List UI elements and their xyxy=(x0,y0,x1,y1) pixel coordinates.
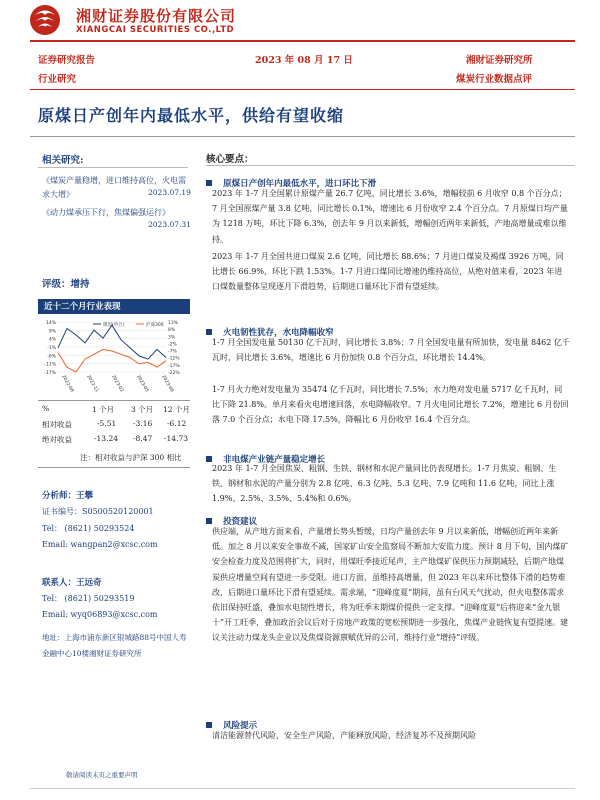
section-2-para-1: 1-7 月全国发电量 50130 亿千瓦时，同比增长 3.8%；7 月全国发电量有所加快，发电量 8462 亿千瓦时，同比增长 3.6%，增速比 6 月份加快 0.8 个百分点，环比增长 14.4%。 xyxy=(212,338,570,363)
company-logo-icon xyxy=(28,3,62,37)
table-top-rule xyxy=(38,400,190,401)
contact-email[interactable]: Email: wyq06893@xcsc.com xyxy=(42,610,158,619)
table-cell: -13.24 xyxy=(94,434,119,443)
section-5-title: 风险提示 xyxy=(223,721,258,731)
table-header-3m: 3 个月 xyxy=(131,405,154,414)
table-header-12m: 12 个月 xyxy=(163,405,190,414)
chart-x-tick-label: 2022-11 xyxy=(85,374,100,394)
chart-y-tick-label: 9% xyxy=(48,329,56,335)
analyst-name: 分析师：王攀 xyxy=(42,491,94,501)
section-1-para-2: 2023 年 1-7 月全国共进口煤炭 2.6 亿吨，同比增长 88.6%；7 月进口煤炭及褐煤 3926 万吨，同比增长 66.9%，环比下跌 1.53%。1-7 月进口煤同比增速仍维持高位，从绝对值来看，2023 年进口煤数量整体呈现逐月下滑趋势，后期进口量环比下滑有望延续。 xyxy=(212,252,564,292)
related-research-heading: 相关研究: xyxy=(42,155,84,166)
chart-y-tick-label-right: -17% xyxy=(168,363,180,369)
section-4-para-1: 供应端，从产地方面来看，产量增长势头暂缓，日均产量创去年 9 月以来新低，增幅创近两年来新低。加之 8 月以来安全事故不减，国家矿山安全监察局不断加大安监力度。预计 8 月下旬，国内煤矿安全检查力度及范围将扩大，同时，用煤旺季接近尾声，主产地煤矿保供压力预期减轻，后期产地煤炭供应增量空间有望进一步受限。进口方面，虽维持高增量，但 2023 年以来环比整体下滑的趋势难改，后期进口量环比下滑有望延续。需求端，“迎峰度夏”期间，虽有台风天气扰动，但火电整体需求依旧保持旺盛，叠加水电韧性增长，将为旺季末期煤价提供一定支撑。“迎峰度夏”后将迎来“金九银十”开工旺季，叠加政治会议后对于房地产政策的宽松预期进一步强化，焦煤产业链恢复有望提速。建议关注动力煤龙头企业以及焦煤资源禀赋优异的公司，维持行业“增持”评级。 xyxy=(212,527,569,643)
title-divider xyxy=(30,136,575,137)
research-institute: 湘财证券研究所 xyxy=(466,55,533,66)
chart-x-axis-labels xyxy=(60,374,175,393)
chart-gridlines xyxy=(58,322,166,372)
section-2-title: 火电韧性犹存，水电降幅收窄 xyxy=(223,328,334,338)
analyst-cert: 证书编号：S0500520120001 xyxy=(42,507,154,516)
chart-y-tick-label: 14% xyxy=(45,321,56,326)
company-name-cn: 湘财证券股份有限公司 xyxy=(76,7,237,25)
table-cell: -6.12 xyxy=(167,419,187,428)
report-kind: 煤炭行业数据点评 xyxy=(456,74,533,85)
table-cell: -8.47 xyxy=(133,434,153,443)
table-bottom-rule xyxy=(38,467,190,468)
section-3-para-1: 2023 年 1-7 月全国焦炭、粗钢、生铁、钢材和水泥产量同比仍表现增长。1-7 月焦炭、粗钢、生铁、钢材和水泥的产量分别为 2.8 亿吨、6.3 亿吨、5.3 亿吨、7.9 亿吨和 11.6 亿吨，同比上涨 1.9%、2.5%、3.5%、5.4%和 0.6%。 xyxy=(212,464,557,504)
address: 地址：上海市浦东新区银城路88号中国人寿金融中心10楼湘财证券研究所 xyxy=(42,633,187,658)
section-3-title: 非电煤产业链产量稳定增长 xyxy=(223,455,326,465)
chart-y-tick-label-right: -2% xyxy=(168,342,177,348)
chart-x-tick-label: 2023-05 xyxy=(135,374,150,394)
related-divider xyxy=(38,167,188,168)
related-link-2[interactable]: 《动力煤承压下行，焦煤偏强运行》 xyxy=(42,208,170,217)
chart-y-tick-label: -6% xyxy=(47,354,56,360)
legend-label: 煤炭(申万) xyxy=(103,323,125,328)
core-points-heading: 核心要点： xyxy=(206,154,254,165)
header-divider-bottom xyxy=(30,89,575,90)
section-2-para-2: 1-7 月火力绝对发电量为 35474 亿千瓦时，同比增长 7.5%；水力绝对发电量 5717 亿千瓦时，同比下降 21.8%。单月来看火电增速回落，水电降幅收窄。7 月火电同比增长 7.2%，增速比 6 月份回落 7.0 个百分点；水电下降 17.5%，降幅比 6 月份收窄 16.4 个百分点。 xyxy=(212,385,569,425)
chart-y-axis-labels-right xyxy=(168,320,180,376)
chart-series-line xyxy=(58,349,166,372)
contact-tel: Tel： (8621) 50293519 xyxy=(42,594,135,603)
related-date-2: 2023.07.31 xyxy=(148,220,191,229)
section-1-para-1: 2023 年 1-7 月全国累计原煤产量 26.7 亿吨，同比增长 3.6%，增幅较前 6 月收窄 0.8 个百分点；7 月全国原煤产量 3.8 亿吨，同比增长 0.1%，增速比 6 月份收窄 2.4 个百分点。7 月原煤日均产量为 1218 万吨，环比下降 6.3%，创去年 9 月以来新低，增幅创近两年来新低，产地高增量或难以维持。 xyxy=(212,189,568,244)
chart-series-lines xyxy=(58,325,166,372)
analyst-tel: Tel： (8621) 50293524 xyxy=(42,524,135,533)
core-divider xyxy=(206,165,575,166)
chart-y-tick-label-right: -22% xyxy=(168,371,180,376)
table-note: 注：相对收益与沪深 300 相比 xyxy=(80,453,182,462)
chart-y-axis-labels xyxy=(44,320,56,376)
chart-y-tick-label-right: -12% xyxy=(168,356,180,362)
contact-name: 联系人：王远奇 xyxy=(42,578,102,588)
table-row-label: 绝对收益 xyxy=(42,435,72,444)
chart-x-tick-label: 2023-08 xyxy=(160,374,175,394)
chart-x-tick-label: 2023-02 xyxy=(110,374,125,394)
chart-y-tick-label: -17% xyxy=(44,371,56,376)
chart-heading: 近十二个月行业表现 xyxy=(44,302,121,312)
section-4-title: 投资建议 xyxy=(223,517,258,527)
chart-y-tick-label-right: 8% xyxy=(168,328,176,334)
company-name-en: XIANGCAI SECURITIES CO.,LTD xyxy=(76,25,235,35)
analyst-email[interactable]: Email: wangpan2@xcsc.com xyxy=(42,540,158,549)
table-header-pct: % xyxy=(42,404,50,413)
rating-label: 评级：增持 xyxy=(42,279,90,290)
related-date-1: 2023.07.19 xyxy=(148,188,191,197)
header-divider xyxy=(30,40,575,42)
report-type: 证券研究报告 xyxy=(38,55,96,66)
related-link-1[interactable]: 《煤炭产量稳增，进口维持高位，火电需求大增》 xyxy=(42,176,186,199)
industry-label: 行业研究 xyxy=(38,74,77,85)
section-1-title: 原煤日产创年内最低水平，进口环比下滑 xyxy=(223,179,377,189)
chart-y-tick-label-right: 3% xyxy=(168,335,176,341)
chart-y-tick-label-right: -7% xyxy=(168,349,177,355)
section-5-para-1: 清洁能源替代风险，安全生产风险，产能释放风险，经济复苏不及预期风险 xyxy=(212,731,476,740)
chart-y-tick-label-right: 13% xyxy=(168,321,179,326)
table-cell: -3.16 xyxy=(133,419,153,428)
table-cell: -14.73 xyxy=(164,434,189,443)
footer-divider xyxy=(30,788,575,789)
chart-y-tick-label: 4% xyxy=(48,337,56,343)
chart-x-tick-label: 2022-08 xyxy=(60,374,75,394)
chart-y-tick-label: -1% xyxy=(47,346,56,351)
table-row-label: 相对收益 xyxy=(42,420,72,429)
report-date: 2023 年 08 月 17 日 xyxy=(255,55,353,66)
table-cell: -5.51 xyxy=(97,419,117,428)
industry-performance-chart xyxy=(38,316,194,398)
footer-disclaimer: 敬请阅读末页之重要声明 xyxy=(66,771,138,779)
legend-label: 沪深300 xyxy=(146,323,164,328)
chart-y-tick-label: -11% xyxy=(44,362,56,368)
page-title: 原煤日产创年内最低水平，供给有望收缩 xyxy=(38,106,345,125)
table-header-1m: 1 个月 xyxy=(92,405,115,414)
